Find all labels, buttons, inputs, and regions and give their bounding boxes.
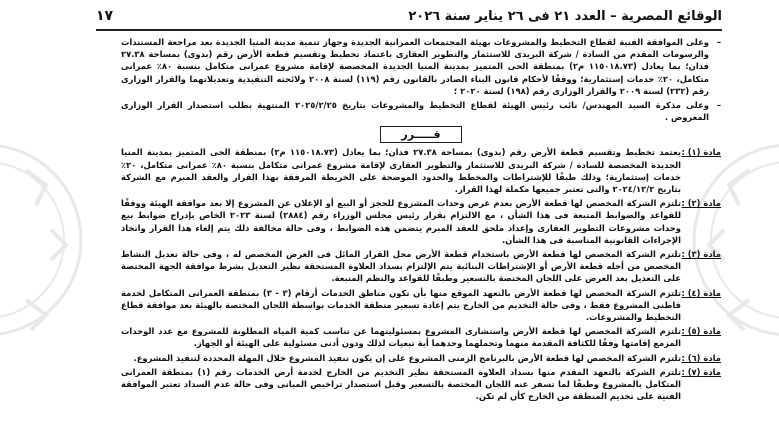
stamp-watermark-icon — [0, 110, 86, 370]
article-3 — [121, 248, 721, 285]
article-6 — [121, 352, 721, 364]
article-number: مادة (٢) : — [681, 198, 721, 209]
article-number: مادة (٦) : — [681, 352, 721, 363]
article-number: مادة (١) : — [681, 147, 721, 158]
article-number: مادة (٥) : — [681, 326, 721, 337]
article-5 — [121, 325, 721, 349]
page-number: ١٧ — [96, 8, 114, 24]
article-text: تلتزم الشركة بالتعهد المقدم منها بسداد العلاوة المستحقة نظير التخديم من الخارج لخدمة أرض الخدمات رقم (١) بمنطقة العمرانى المتكامل بالمشروع وطبقًا لما تسفر عنه اللجان المختصة بالتسعير وقبل استصدار تراخيص المبانى وفى حالة عدم السداد تعتبر الموافقة الفنية على تخديم المنطقة من الخارج كأن لم تكن. — [121, 366, 681, 402]
article-number: مادة (٧) : — [681, 366, 721, 377]
article-text: تلتزم الشركة المخصص لها قطعة الأرض بعدم عرض وحدات المشروع للحجز أو البيع أو الإعلان عن المشروع إلا بعد موافقة الهيئة ووفقًا للقواعد والضوابط المتبعة فى هذا الشأن ، مع الالتزام بقرار رئيس مجلس الوزراء رقم (٢٨٨٤) لسنة ٢٠٢٣ الخاص بإدراج ضوابط بيع وحدات مشروعات التطوير العقارى وإعداد ملحق للعقد المبرم يتضمن هذه الضوابط ، وفى حالة مخالفة ذلك يتم إلغاء هذا القرار واتخاذ الإجراءات القانونية المناسبة فى هذا الشأن. — [121, 198, 682, 245]
decree-heading-wrap — [121, 126, 721, 143]
article-text: يعتمد تخطيط وتقسيم قطعة الأرض رقم (بدوى) بمساحة ٢٧.٣٨ فدان؛ بما يعادل (١١٥٠١٨.٧٣ م٢) بمنطقة الحى المتميز بمدينة المنيا الجديدة المخصصة للسادة / شركة البريدى للاستثمار والتطوير العقارى لإقامة مشروع عمرانى متكامل بنسبة ٨٠٪ عمرانى متكامل، ٢٠٪ خدمات إستثمارية؛ وذلك طبقًا للإشتراطات والمخطط والحدود الموضحة على الخريطة المرفقة بهذا القرار والعقد المبرم مع الشركة بتاريخ ٢٠٢٤/١٢/٢ والتى تعتبر جميعها مكملة لهذا القرار. — [121, 147, 681, 195]
publication-title: الوقائع المصرية – العدد ٢١ فى ٢٦ يناير سنة ٢٠٢٦ — [408, 9, 722, 24]
article-text: تلتزم الشركة المخصص لها قطعة الأرض بالبرنامج الزمنى المشروع على إن يكون تنفيذ المشروع خلال المهلة المحددة لتنفيذ المشروع. — [133, 352, 681, 363]
page-header — [96, 9, 722, 27]
header-divider — [96, 29, 722, 31]
article-text: تلتزم الشركة المخصص لها قطعة الأرض باستخدام قطعة الأرض محل القرار المائل فى الغرض المخصص له ، وفى حالة تعديل النشاط المخصص من أجله قطعة الأرض أو الإشتراطات البنائية يتم الإلتزام بسداد العلاوة المستحقة نظير التعديل بشرط موافقة الجهة المختصة على التعديل بعد العرض على اللجان المختصة بالتسعير وطبقًا للقواعد والنظم المتبعة. — [121, 249, 681, 284]
decree-heading: قـــــرر — [380, 126, 461, 143]
article-number: مادة (٤) : — [681, 287, 721, 298]
stamp-watermark-icon — [689, 110, 779, 370]
article-2 — [121, 197, 721, 246]
document-body — [121, 36, 721, 404]
preamble-paragraph: – وعلى الموافقة الفنية لقطاع التخطيط والمشروعات بهيئة المجتمعات العمرانية الجديدة وجهاز تنمية مدينة المنيا الجديدة بعد مراجعة المستندات والرسومات المقدم من السادة / شركة البريدى للاستثمار والتطوير العقارى باعتماد تخطيط وتقسيم قطعة الأرض رقم (بدوى) بمساحة ٢٧.٣٨ فدان؛ بما يعادل (١١٥٠١٨.٧٣ م٢) بمنطقة الحى المتميز بمدينة المنيا الجديدة المخصصة لإقامة مشروع عمرانى متكامل بنسبة ٨٠٪ عمرانى متكامل، ٢٠٪ خدمات إستثمارية؛ ووفقًا لأحكام قانون البناء الصادر بالقانون رقم (١١٩) لسنة ٢٠٠٨ ولائحته التنفيذية وتعديلاتهما والقرار الوزارى رقم (٢٣٢) لسنة ٢٠٠٩ والقرار الوزارى رقم (١٩٨) لسنة ٢٠٢٠ ؛ — [121, 36, 721, 97]
article-1 — [121, 146, 721, 195]
article-7 — [121, 366, 721, 403]
article-text: تلتزم الشركة المخصص لها قطعة الأرض واستشارى المشروع بمسئوليتهما عن تناسب كمية المياه المطلوبة للمشروع مع عدد الوحدات المزمع إقامتها وفقًا للكثافة المقدمة منهما وتحملهما وحدهما أية تبعيات لذلك ودون أدنى مسئولية على الهيئة أو الجهاز. — [121, 326, 681, 349]
article-number: مادة (٣) : — [681, 249, 721, 260]
preamble-paragraph: – وعلى مذكرة السيد المهندس/ نائب رئيس الهيئة لقطاع التخطيط والمشروعات بتاريخ ٢٠٢٥/٢/٢٥ المنتهية بطلب استصدار القرار الوزارى المعروض . — [121, 99, 721, 123]
article-4 — [121, 287, 721, 324]
article-text: تلتزم الشركة المخصص لها قطعة الأرض بالتعهد الموقع منها بأن تكون مناطق الخدمات أرقام (٣ - ٣) بمنطقة العمرانى المتكامل لخدمة قاطنى المشروع فقط ، وفى حالة التخديم من الخارج يتم إعادة تسعير منطقة الخدمات بواسطة اللجان المختصة بالهيئة بعد موافقة قطاع التخطيط والمشروعات. — [121, 287, 682, 323]
